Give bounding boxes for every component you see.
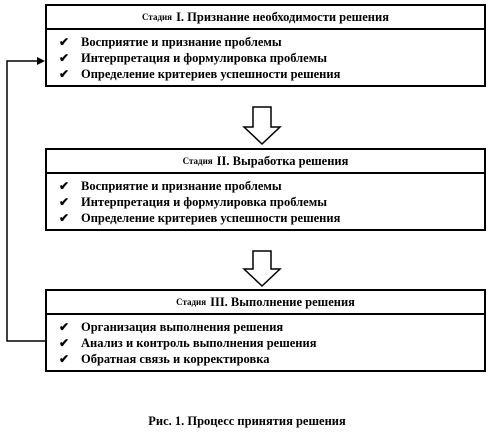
checkmark-icon: ✔	[58, 178, 70, 193]
checkmark-icon: ✔	[58, 194, 70, 209]
checkmark-icon: ✔	[58, 351, 70, 366]
stage-word: Стадия	[182, 156, 213, 166]
stage-word: Стадия	[176, 297, 207, 307]
figure-caption: Рис. 1. Процесс принятия решения	[148, 414, 346, 428]
checkmark-icon: ✔	[58, 50, 70, 65]
list-item	[57, 178, 484, 194]
stage-3-header	[45, 289, 486, 315]
stage-title: II. Выработка решения	[216, 153, 349, 168]
checkmark-icon: ✔	[58, 66, 70, 81]
item-label: Обратная связь и корректировка	[81, 351, 270, 366]
list-item	[57, 194, 484, 210]
stage-3	[45, 289, 486, 372]
checkmark-icon: ✔	[58, 210, 70, 225]
item-label: Определение критериев успешности решения	[81, 210, 341, 225]
checkmark-icon: ✔	[58, 335, 70, 350]
list-item	[57, 34, 484, 50]
stage-2-body	[45, 174, 486, 231]
stage-3-body	[45, 315, 486, 372]
list-item	[57, 50, 484, 66]
item-label: Определение критериев успешности решения	[81, 66, 341, 81]
checkmark-icon: ✔	[58, 34, 70, 49]
stage-2	[45, 148, 486, 231]
feedback-loop-line	[7, 61, 45, 341]
item-label: Восприятие и признание проблемы	[81, 178, 282, 193]
down-arrow-2	[244, 251, 280, 286]
stage-1-header	[45, 4, 486, 30]
stage-2-header	[45, 148, 486, 174]
stage-title: I. Признание необходимости решения	[176, 9, 389, 24]
list-item	[57, 335, 484, 351]
item-label: Восприятие и признание проблемы	[81, 34, 282, 49]
stage-title: III. Выполнение решения	[210, 294, 355, 309]
item-label: Организация выполнения решения	[81, 319, 284, 334]
list-item	[57, 319, 484, 335]
stage-1	[45, 4, 486, 87]
list-item	[57, 210, 484, 226]
item-label: Интерпретация и формулировка проблемы	[81, 50, 327, 65]
checkmark-icon: ✔	[58, 319, 70, 334]
item-label: Анализ и контроль выполнения решения	[81, 335, 317, 350]
item-label: Интерпретация и формулировка проблемы	[81, 194, 327, 209]
list-item	[57, 66, 484, 82]
stage-1-body	[45, 30, 486, 87]
stage-word: Стадия	[142, 12, 173, 22]
down-arrow-1	[244, 107, 280, 144]
list-item	[57, 351, 484, 367]
feedback-arrowhead	[37, 57, 45, 65]
